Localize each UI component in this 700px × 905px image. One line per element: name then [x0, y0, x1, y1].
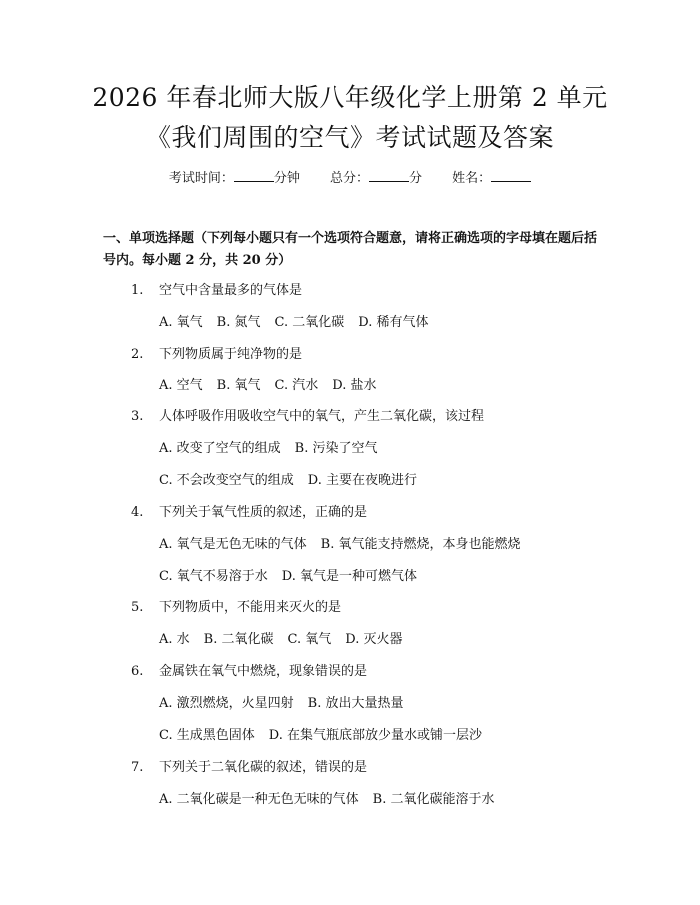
- question-stem: [131, 759, 367, 777]
- question-number: 4.: [131, 505, 144, 520]
- answer-option: D. 稀有气体: [358, 315, 429, 330]
- name-label: 姓名：: [452, 171, 492, 186]
- score-unit: 分: [409, 171, 423, 186]
- option-row: [159, 727, 496, 745]
- time-blank: [234, 168, 274, 182]
- option-row: [159, 791, 508, 809]
- answer-option: C. 氧气不易溶于水: [159, 569, 268, 584]
- answer-option: A. 改变了空气的组成: [159, 441, 281, 456]
- answer-option: B. 污染了空气: [294, 441, 378, 456]
- answer-option: B. 氮气: [216, 315, 261, 330]
- question-number: 7.: [131, 760, 144, 775]
- score-field: [330, 168, 422, 189]
- question-number: 2.: [131, 347, 144, 362]
- section-heading: 一、单项选择题（下列每小题只有一个选项符合题意，请将正确选项的字母填在题后括号内。每小题 2 分，共 20 分）: [103, 231, 598, 268]
- name-field: [452, 168, 531, 189]
- answer-option: B. 二氧化碳能溶于水: [372, 792, 495, 807]
- option-row: [159, 536, 534, 554]
- answer-option: D. 氧气是一种可燃气体: [281, 569, 417, 584]
- answer-option: C. 氧气: [287, 632, 332, 647]
- question-stem: [131, 346, 302, 364]
- answer-option: A. 激烈燃烧，火星四射: [159, 696, 294, 711]
- answer-option: B. 二氧化碳: [203, 632, 274, 647]
- answer-option: D. 主要在夜晚进行: [307, 473, 417, 488]
- option-row: [159, 568, 431, 586]
- question-stem: [131, 408, 484, 426]
- answer-option: C. 生成黑色固体: [159, 728, 255, 743]
- answer-option: B. 放出大量热量: [307, 696, 404, 711]
- option-row: [159, 472, 431, 490]
- answer-option: C. 二氧化碳: [274, 315, 345, 330]
- answer-option: B. 氧气: [216, 378, 261, 393]
- answer-option: A. 二氧化碳是一种无色无味的气体: [159, 792, 359, 807]
- question-text: 下列关于氧气性质的叙述，正确的是: [159, 505, 368, 520]
- answer-option: C. 汽水: [274, 378, 319, 393]
- answer-option: D. 在集气瓶底部放少量水或铺一层沙: [268, 728, 482, 743]
- option-row: [159, 631, 416, 649]
- answer-option: A. 氧气: [159, 315, 203, 330]
- time-field: [169, 168, 300, 189]
- title-line-1: 2026 年春北师大版八年级化学上册第 2 单元: [92, 83, 608, 112]
- option-row: [159, 377, 390, 395]
- question-stem: [131, 504, 367, 522]
- score-label: 总分：: [329, 171, 369, 186]
- question-text: 空气中含量最多的气体是: [159, 283, 303, 298]
- question-text: 下列关于二氧化碳的叙述，错误的是: [159, 760, 368, 775]
- answer-option: A. 空气: [159, 378, 203, 393]
- question-text: 金属铁在氧气中燃烧，现象错误的是: [159, 664, 368, 679]
- answer-option: A. 水: [159, 632, 190, 647]
- answer-option: D. 灭火器: [345, 632, 403, 647]
- answer-option: A. 氧气是无色无味的气体: [159, 537, 307, 552]
- question-text: 下列物质属于纯净物的是: [159, 347, 303, 362]
- question-stem: [131, 663, 367, 681]
- title-line-2: 《我们周围的空气》考试试题及答案: [145, 123, 554, 152]
- question-stem: [131, 599, 341, 617]
- question-text: 人体呼吸作用吸收空气中的氧气，产生二氧化碳，该过程: [159, 409, 485, 424]
- time-label: 考试时间：: [168, 171, 234, 186]
- question-stem: [131, 282, 302, 300]
- option-row: [159, 695, 417, 713]
- option-row: [159, 314, 442, 332]
- exam-meta: [0, 168, 700, 189]
- score-blank: [369, 168, 409, 182]
- question-text: 下列物质中，不能用来灭火的是: [159, 600, 342, 615]
- question-number: 3.: [131, 409, 144, 424]
- question-number: 6.: [131, 664, 144, 679]
- name-blank: [491, 168, 531, 182]
- option-row: [159, 440, 391, 458]
- question-number: 5.: [131, 600, 144, 615]
- answer-option: C. 不会改变空气的组成: [159, 473, 294, 488]
- answer-option: D. 盐水: [332, 378, 377, 393]
- time-unit: 分钟: [273, 171, 300, 186]
- answer-option: B. 氧气能支持燃烧，本身也能燃烧: [320, 537, 521, 552]
- question-number: 1.: [131, 283, 144, 298]
